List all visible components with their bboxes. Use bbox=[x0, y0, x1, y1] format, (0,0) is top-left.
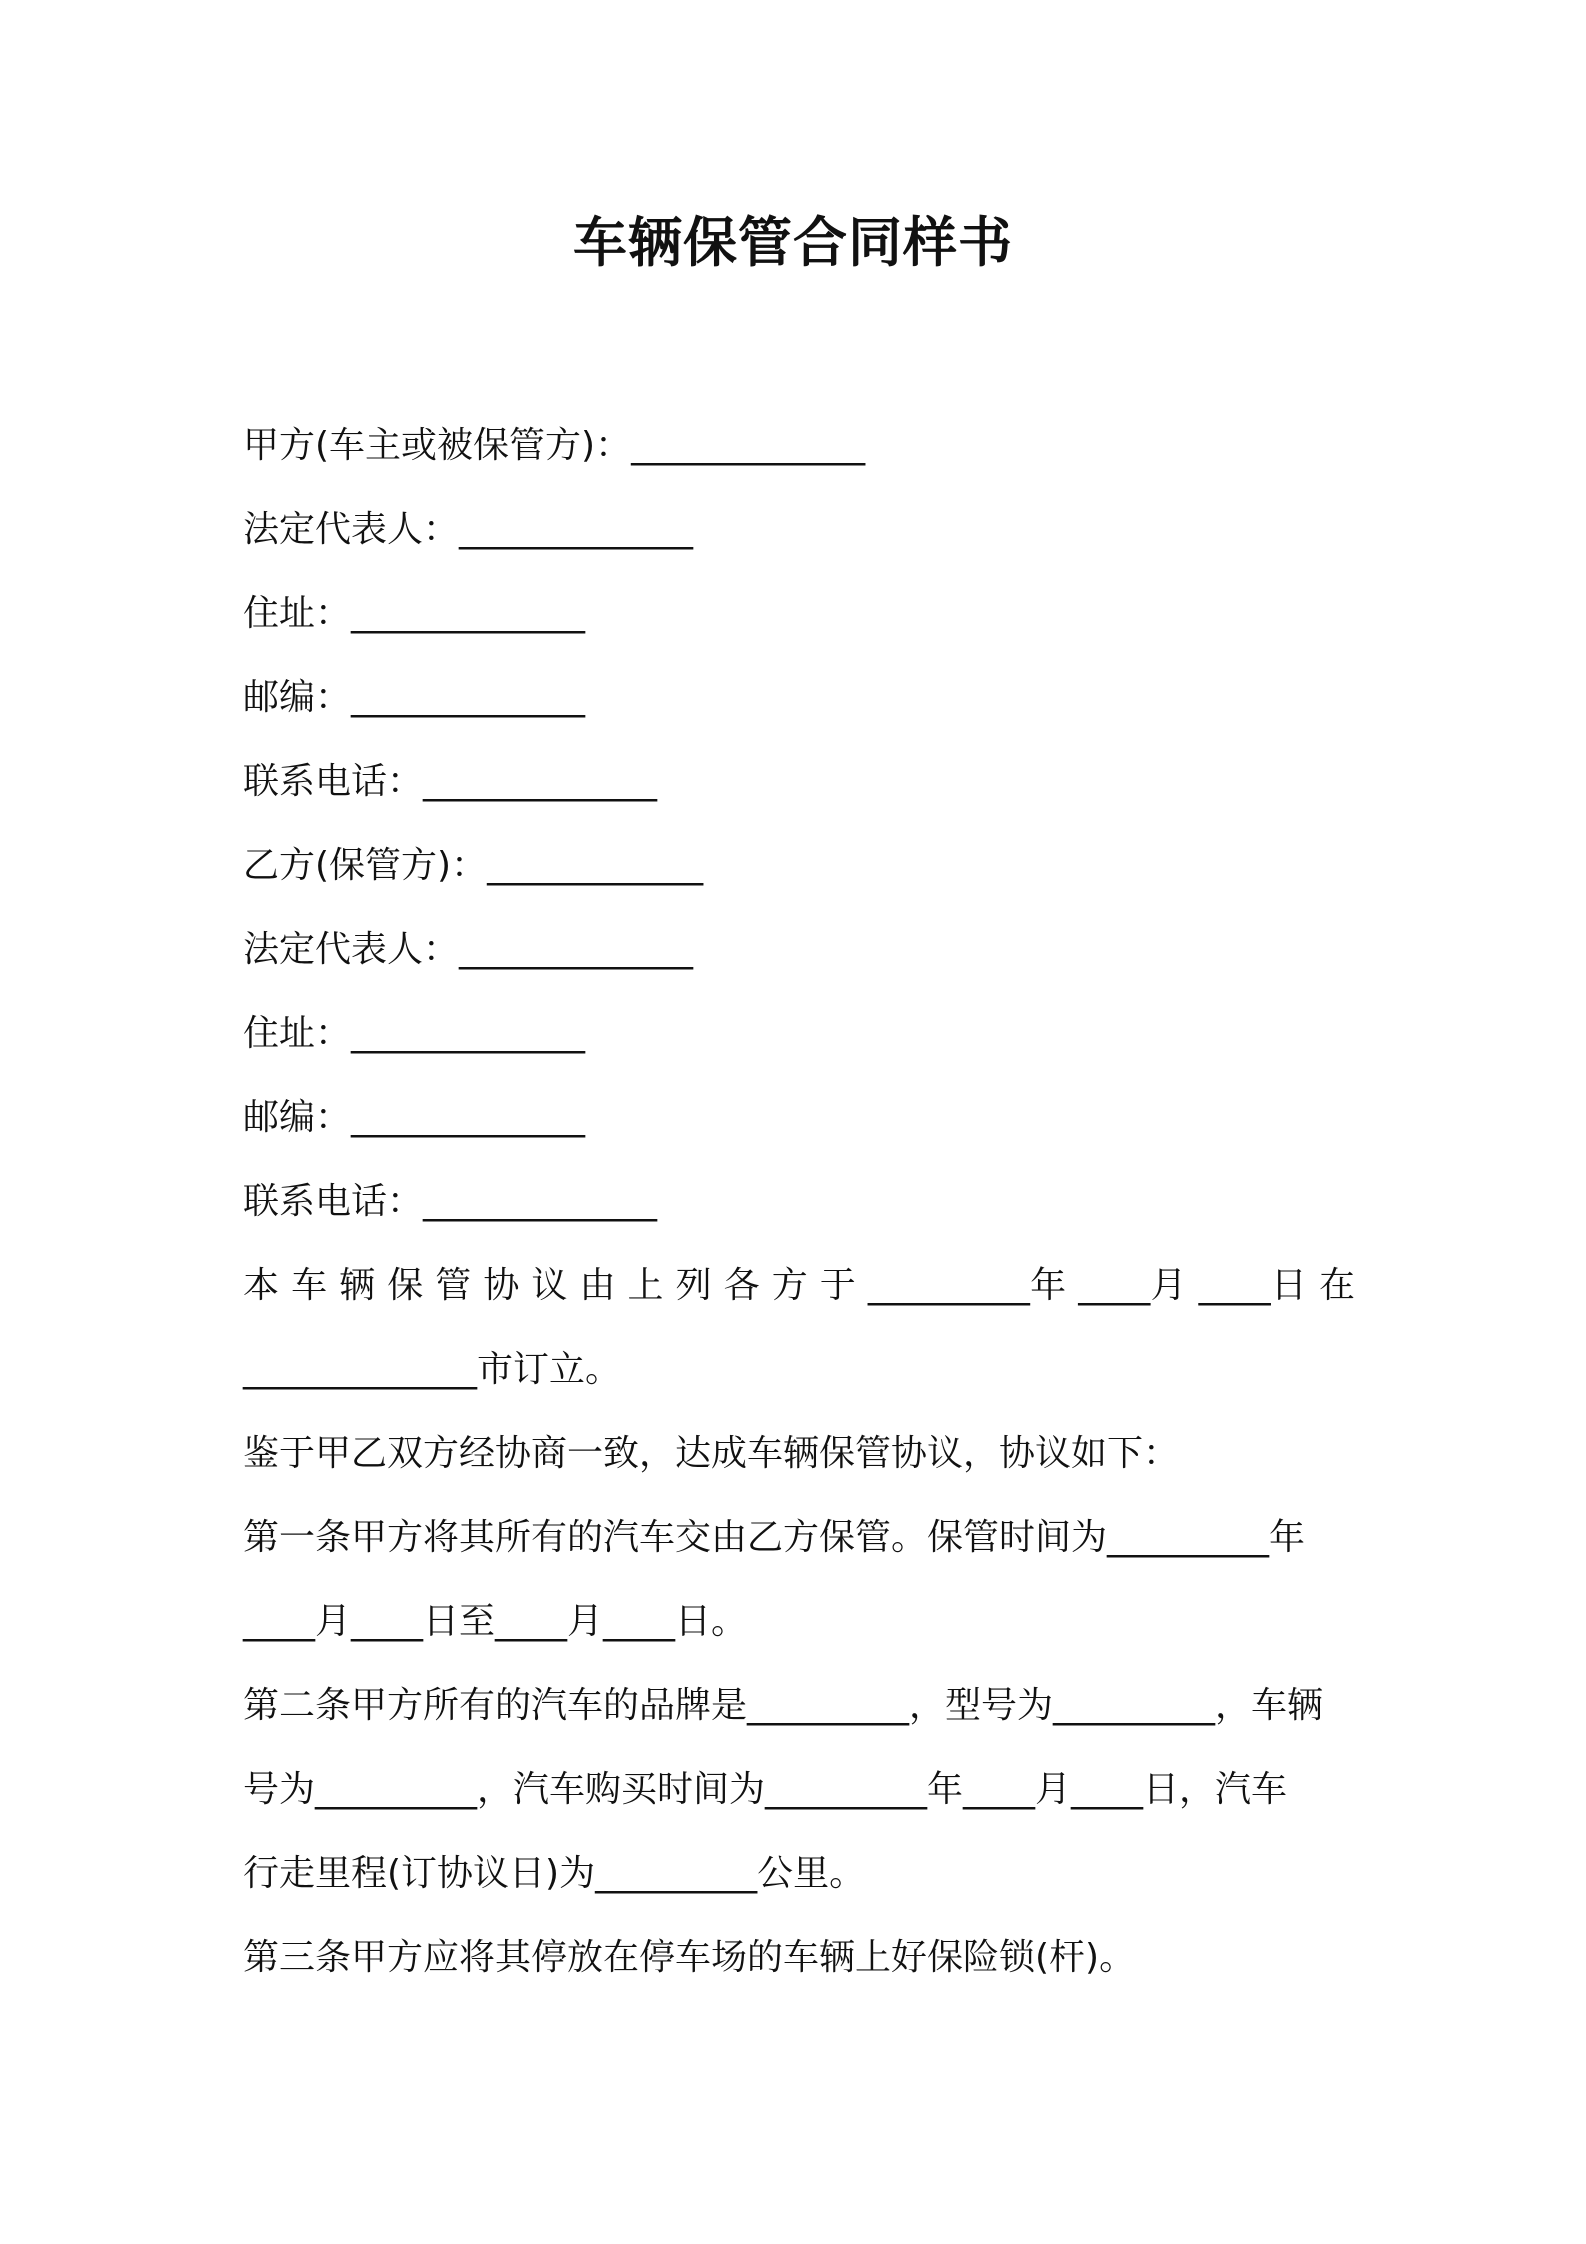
party-b-postcode-line: 邮编：_____________ bbox=[243, 1097, 586, 1138]
party-a-phone-line: 联系电话：_____________ bbox=[243, 761, 658, 802]
party-b-representative-line: 法定代表人：_____________ bbox=[243, 929, 694, 970]
article-two-line-1: 第二条甲方所有的汽车的品牌是_________，型号为_________，车辆 bbox=[243, 1685, 1324, 1726]
party-a-representative-line: 法定代表人：_____________ bbox=[243, 509, 694, 550]
party-a-postcode-line: 邮编：_____________ bbox=[243, 677, 586, 718]
article-one-line-1: 第一条甲方将其所有的汽车交由乙方保管。保管时间为_________年 bbox=[243, 1517, 1306, 1558]
party-b-address-line: 住址：_____________ bbox=[243, 1013, 586, 1054]
agreement-date-line: 本 车 辆 保 管 协 议 由 上 列 各 方 于 _________年 ____月 ____日 在 bbox=[243, 1265, 1355, 1306]
agreement-intro-line: 鉴于甲乙双方经协商一致，达成车辆保管协议，协议如下： bbox=[243, 1433, 1180, 1474]
party-b-name-line: 乙方(保管方)：____________ bbox=[243, 845, 704, 886]
article-one-line-2: ____月____日至____月____日。 bbox=[243, 1601, 748, 1642]
document-body bbox=[243, 404, 1355, 2000]
document-title: 车辆保管合同样书 bbox=[573, 211, 1013, 274]
party-a-address-line: 住址：_____________ bbox=[243, 593, 586, 634]
agreement-city-line: _____________市订立。 bbox=[243, 1349, 622, 1390]
article-two-line-2: 号为_________，汽车购买时间为_________年____月____日，汽车 bbox=[243, 1769, 1288, 1810]
party-b-phone-line: 联系电话：_____________ bbox=[243, 1181, 658, 1222]
party-a-name-line: 甲方(车主或被保管方)：_____________ bbox=[243, 425, 866, 466]
article-three-line: 第三条甲方应将其停放在停车场的车辆上好保险锁(杆)。 bbox=[243, 1937, 1136, 1978]
article-two-line-3: 行走里程(订协议日)为_________公里。 bbox=[243, 1853, 866, 1894]
